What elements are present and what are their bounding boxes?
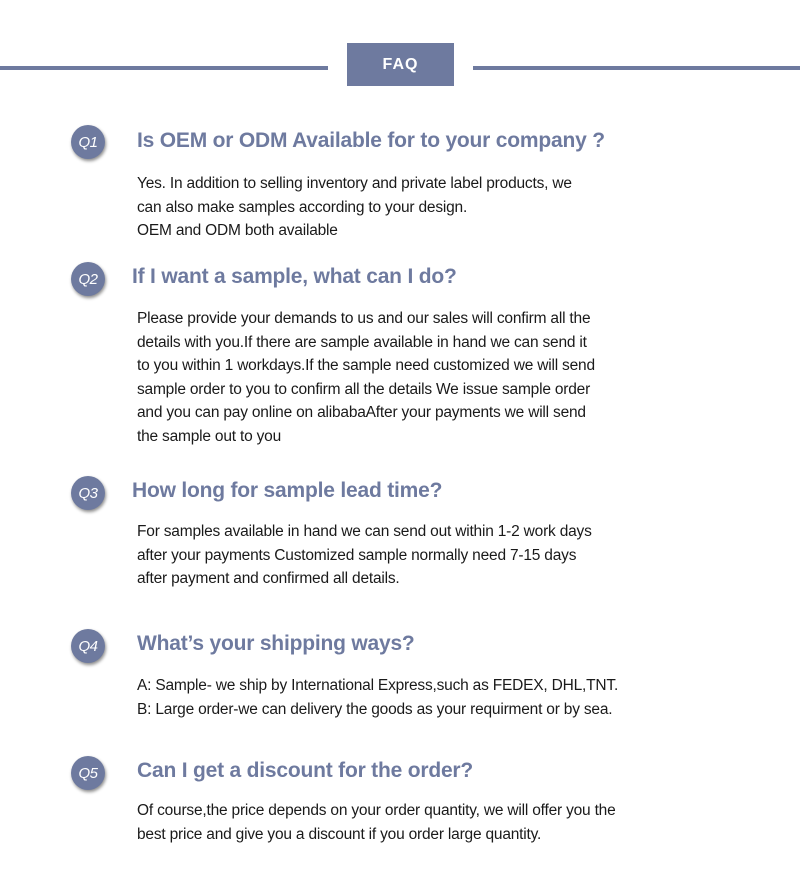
question-heading: How long for sample lead time? bbox=[132, 479, 443, 502]
answer-line: best price and give you a discount if you order large quantity. bbox=[137, 825, 542, 843]
question-heading: If I want a sample, what can I do? bbox=[132, 265, 457, 288]
answer-line: after your payments Customized sample normally need 7-15 days bbox=[137, 546, 577, 564]
question-badge bbox=[71, 125, 105, 159]
answer-line: to you within 1 workdays.If the sample need customized we will send bbox=[137, 357, 595, 374]
badge-label: Q3 bbox=[78, 484, 98, 502]
question-heading: Is OEM or ODM Available for to your company ? bbox=[137, 129, 605, 152]
faq-title-tab bbox=[347, 43, 454, 86]
answer-line: and you can pay online on alibabaAfter your payments we will send bbox=[137, 404, 586, 421]
answer-text bbox=[137, 307, 737, 448]
question-badge bbox=[71, 629, 105, 663]
answer-line: Of course,the price depends on your order quantity, we will offer you the bbox=[137, 802, 616, 819]
answer-line: details with you.If there are sample available in hand we can send it bbox=[137, 333, 587, 351]
question-heading: What’s your shipping ways? bbox=[137, 632, 415, 655]
answer-text bbox=[137, 674, 737, 721]
question-badge bbox=[71, 756, 105, 790]
answer-line: can also make samples according to your design. bbox=[137, 198, 468, 216]
answer-text bbox=[137, 799, 737, 846]
question-heading: Can I get a discount for the order? bbox=[137, 759, 474, 782]
answer-line: Yes. In addition to selling inventory and private label products, we bbox=[137, 175, 572, 192]
faq-title: FAQ bbox=[382, 55, 419, 73]
answer-line: sample order to you to confirm all the details We issue sample order bbox=[137, 380, 591, 398]
answer-text bbox=[137, 172, 737, 243]
answer-line: B: Large order-we can delivery the goods as your requirment or by sea. bbox=[137, 700, 613, 718]
header-divider-left bbox=[0, 66, 328, 70]
question-badge bbox=[71, 476, 105, 510]
answer-line: For samples available in hand we can send out within 1-2 work days bbox=[137, 523, 592, 540]
answer-text bbox=[137, 520, 737, 591]
answer-line: A: Sample- we ship by International Express,such as FEDEX, DHL,TNT. bbox=[137, 677, 619, 694]
answer-line: OEM and ODM both available bbox=[137, 222, 338, 239]
badge-label: Q1 bbox=[78, 133, 98, 151]
header-divider-right bbox=[473, 66, 800, 70]
badge-label: Q4 bbox=[78, 637, 98, 655]
answer-line: the sample out to you bbox=[137, 427, 282, 445]
answer-line: after payment and confirmed all details. bbox=[137, 570, 400, 587]
question-badge bbox=[71, 262, 105, 296]
answer-line: Please provide your demands to us and our sales will confirm all the bbox=[137, 310, 591, 327]
badge-label: Q5 bbox=[78, 764, 98, 782]
badge-label: Q2 bbox=[78, 270, 98, 288]
